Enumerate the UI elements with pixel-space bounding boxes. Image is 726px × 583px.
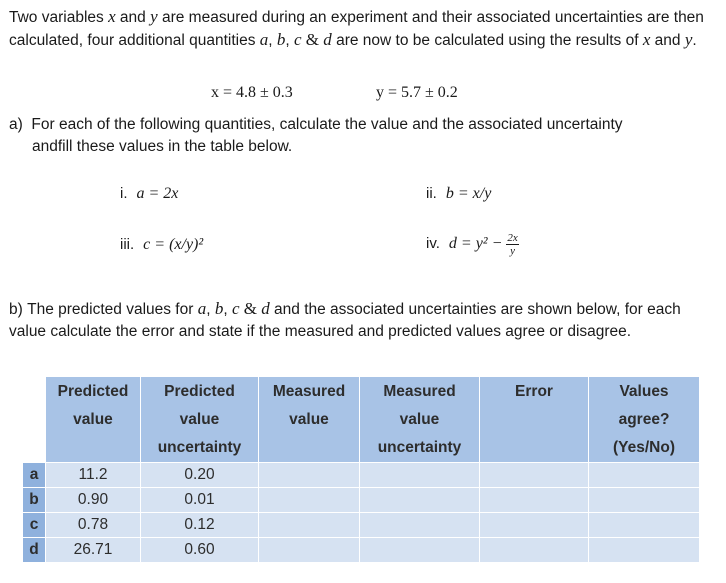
var-a: a — [197, 299, 207, 318]
predicted-value-cell: 26.71 — [46, 538, 141, 563]
measured-uncertainty-cell[interactable] — [360, 513, 480, 538]
part-a-question — [9, 114, 721, 158]
header-measured-value: Measured value — [259, 377, 360, 463]
quantity-ii — [426, 185, 491, 203]
var-y: y — [684, 30, 693, 49]
table-row — [23, 513, 700, 538]
agree-cell[interactable] — [589, 488, 700, 513]
part-b-label: b) — [9, 301, 23, 318]
measured-uncertainty-cell[interactable] — [360, 463, 480, 488]
fraction-numerator: 2x — [507, 232, 518, 244]
part-b-text: The predicted values for — [27, 301, 198, 318]
comma: , — [206, 301, 215, 318]
var-c: c — [294, 30, 302, 49]
table-row — [23, 463, 700, 488]
predicted-value-cell: 0.78 — [46, 513, 141, 538]
formula: b = x/y — [445, 185, 492, 202]
agree-cell[interactable] — [589, 463, 700, 488]
var-b: b — [214, 299, 224, 318]
predicted-value-cell: 11.2 — [46, 463, 141, 488]
quantity-i — [120, 185, 178, 203]
formula: a = 2x — [136, 185, 179, 202]
error-cell[interactable] — [480, 463, 589, 488]
table-row — [23, 538, 700, 563]
error-cell[interactable] — [480, 488, 589, 513]
intro-text: are measured during an experiment and their associated uncertainties are then calculated, four additional quantities — [9, 9, 704, 49]
intro-text: and — [650, 32, 685, 49]
formula: c = (x/y)² — [143, 236, 204, 253]
var-d: d — [261, 299, 270, 318]
measured-uncertainty-cell[interactable] — [360, 488, 480, 513]
row-label: b — [23, 488, 46, 513]
fraction — [506, 232, 518, 257]
part-a-text: andfill these values in the table below. — [32, 138, 293, 155]
corner-cell — [23, 377, 46, 463]
measured-uncertainty-cell[interactable] — [360, 538, 480, 563]
fraction-denominator: y — [510, 245, 516, 257]
comma: , — [223, 301, 232, 318]
var-a: a — [259, 30, 269, 49]
comma: , — [268, 32, 277, 49]
comma: , — [285, 32, 294, 49]
item-number: ii. — [426, 185, 437, 202]
ampersand: & — [239, 299, 262, 318]
predicted-value-cell: 0.90 — [46, 488, 141, 513]
results-table — [22, 376, 700, 563]
part-b-question — [9, 298, 721, 343]
intro-text: are now to be calculated using the results of — [331, 32, 643, 49]
row-label: a — [23, 463, 46, 488]
part-b-text: and the associated uncertainties are shown below, for each value calculate the error and state if the measured and predicted values agree or disagree. — [9, 301, 681, 340]
error-cell[interactable] — [480, 513, 589, 538]
period: . — [692, 32, 697, 49]
intro-text: and — [115, 9, 151, 26]
header-predicted-uncertainty: Predicted value uncertainty — [141, 377, 259, 463]
row-label: d — [23, 538, 46, 563]
part-a-text: For each of the following quantities, calculate the value and the associated uncertainty — [31, 116, 623, 133]
quantity-iv — [426, 232, 519, 257]
agree-cell[interactable] — [589, 538, 700, 563]
var-x: x — [642, 30, 651, 49]
var-d: d — [323, 30, 332, 49]
item-number: iii. — [120, 236, 135, 253]
measured-value-cell[interactable] — [259, 538, 360, 563]
predicted-uncertainty-cell: 0.60 — [141, 538, 259, 563]
item-number: i. — [120, 185, 128, 202]
intro-paragraph — [9, 6, 721, 52]
var-b: b — [276, 30, 286, 49]
ampersand: & — [301, 30, 324, 49]
predicted-uncertainty-cell: 0.01 — [141, 488, 259, 513]
measured-value-cell[interactable] — [259, 463, 360, 488]
part-a-label: a) — [9, 116, 23, 133]
header-predicted-value: Predicted value — [46, 377, 141, 463]
predicted-uncertainty-cell: 0.12 — [141, 513, 259, 538]
header-values-agree: Values agree? (Yes/No) — [589, 377, 700, 463]
agree-cell[interactable] — [589, 513, 700, 538]
formula: d = y² − — [448, 235, 503, 253]
table-header-row — [23, 377, 700, 463]
var-c: c — [231, 299, 240, 318]
header-error: Error — [480, 377, 589, 463]
var-y: y — [150, 7, 158, 26]
item-number: iv. — [426, 235, 440, 253]
table-row — [23, 488, 700, 513]
intro-text: Two variables — [9, 9, 109, 26]
measured-value-cell[interactable] — [259, 513, 360, 538]
quantity-iii — [120, 236, 203, 254]
measured-x: x = 4.8 ± 0.3 — [211, 84, 293, 101]
measured-value-cell[interactable] — [259, 488, 360, 513]
row-label: c — [23, 513, 46, 538]
predicted-uncertainty-cell: 0.20 — [141, 463, 259, 488]
header-measured-uncertainty: Measured value uncertainty — [360, 377, 480, 463]
var-x: x — [108, 7, 116, 26]
error-cell[interactable] — [480, 538, 589, 563]
measured-y: y = 5.7 ± 0.2 — [376, 84, 458, 101]
